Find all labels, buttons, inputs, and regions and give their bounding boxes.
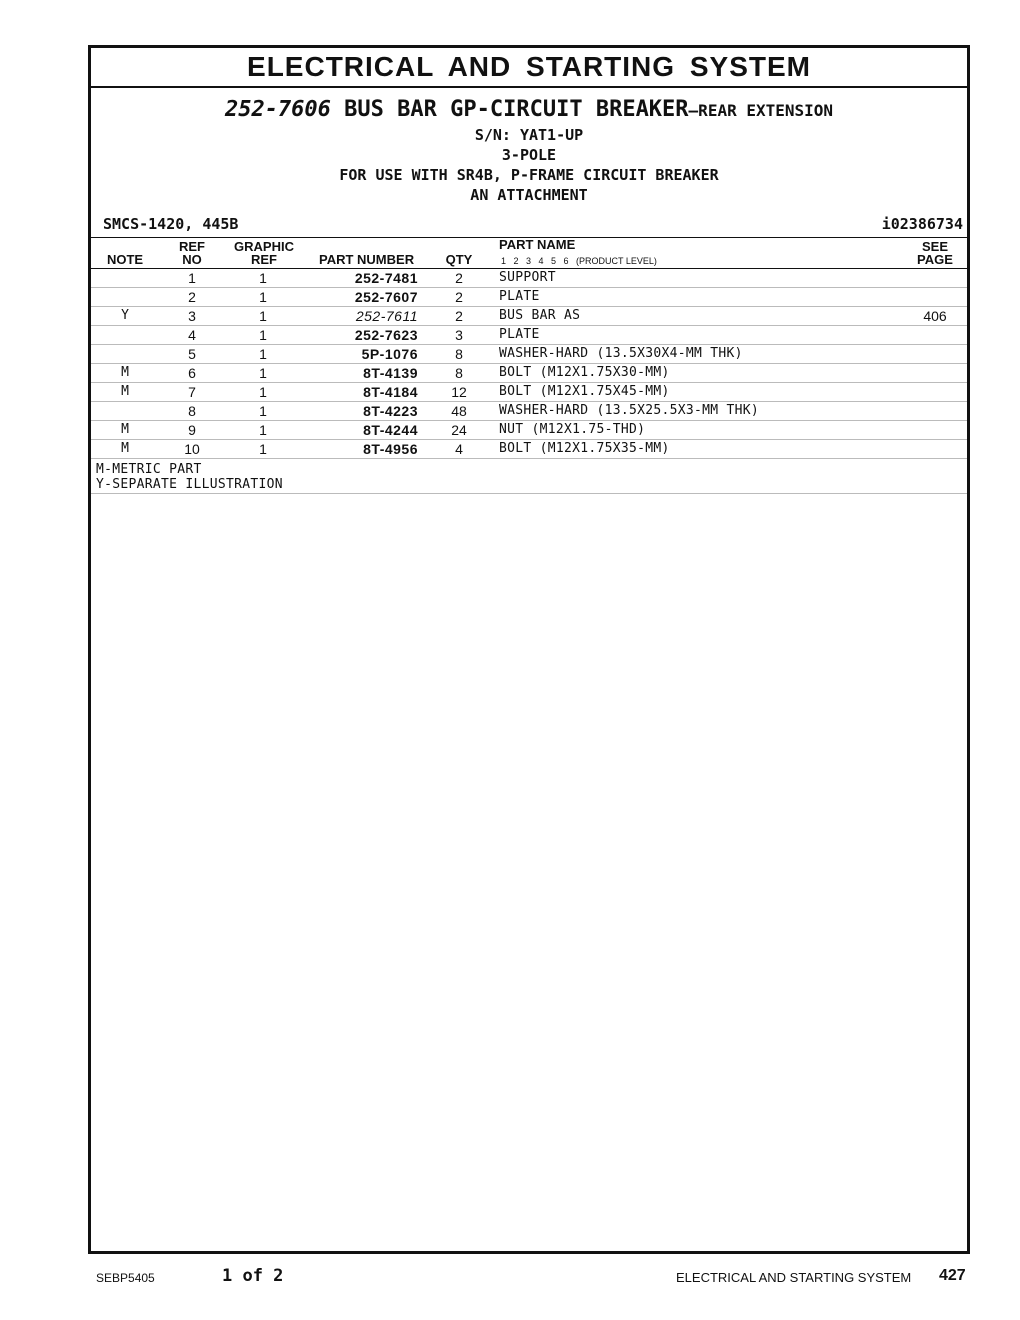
footer-page-of: 1 of 2 [222, 1266, 284, 1286]
row-part-number[interactable]: 252-7623 [354, 327, 418, 343]
row-ref: 5 [188, 346, 196, 362]
row-see-page[interactable]: 406 [923, 308, 947, 324]
page-footer [0, 1266, 1020, 1290]
group-name: BUS BAR GP-CIRCUIT BREAKER [344, 97, 689, 122]
row-part-number[interactable]: 8T-4223 [363, 403, 418, 419]
row-graphic-ref: 1 [259, 365, 267, 381]
table-row [91, 345, 967, 364]
col-graphic-top: GRAPHIC [234, 239, 294, 254]
note-metric: M-METRIC PART [96, 462, 202, 477]
table-row [91, 307, 967, 326]
note-separate-illustration: Y-SEPARATE ILLUSTRATION [96, 477, 283, 492]
row-part-number[interactable]: 8T-4139 [363, 365, 418, 381]
group-line-1: 3-POLE [501, 146, 557, 164]
table-row [91, 269, 967, 288]
row-qty: 3 [455, 327, 463, 343]
row-note: M [121, 441, 129, 456]
row-qty: 8 [455, 365, 463, 381]
row-part-number[interactable]: 252-7607 [354, 289, 418, 305]
row-qty: 2 [455, 270, 463, 286]
col-graphic-bottom: REF [251, 252, 277, 267]
row-ref: 3 [188, 308, 196, 324]
row-ref: 9 [188, 422, 196, 438]
row-qty: 12 [451, 384, 467, 400]
row-part-number[interactable]: 8T-4184 [363, 384, 418, 400]
table-row [91, 364, 967, 383]
section-title: ELECTRICAL AND STARTING SYSTEM [91, 48, 967, 88]
table-row [91, 440, 967, 459]
smcs-row [91, 211, 967, 238]
group-header [91, 96, 967, 205]
row-part-number[interactable]: 8T-4244 [363, 422, 418, 438]
col-ref-bottom: NO [182, 252, 202, 267]
row-part-name: WASHER-HARD (13.5X30X4-MM THK) [499, 346, 743, 361]
serial-range: S/N: YAT1-UP [474, 126, 584, 144]
group-line-2: FOR USE WITH SR4B, P-FRAME CIRCUIT BREAKER [339, 166, 719, 184]
row-graphic-ref: 1 [259, 403, 267, 419]
table-row [91, 421, 967, 440]
row-ref: 10 [184, 441, 200, 457]
row-ref: 8 [188, 403, 196, 419]
page-frame [88, 45, 970, 1254]
smcs-code: SMCS-1420, 445B [103, 215, 239, 233]
col-ref-top: REF [179, 239, 205, 254]
footer-page-number: 427 [939, 1267, 966, 1284]
col-part-number: PART NUMBER [319, 252, 415, 267]
group-line-3: AN ATTACHMENT [470, 186, 588, 204]
row-part-name: WASHER-HARD (13.5X25.5X3-MM THK) [499, 403, 760, 418]
row-note: Y [121, 308, 129, 323]
row-graphic-ref: 1 [259, 289, 267, 305]
col-part-name: PART NAME [499, 237, 576, 252]
row-part-number[interactable]: 252-7611 [355, 308, 418, 324]
row-qty: 2 [455, 308, 463, 324]
row-part-name: BOLT (M12X1.75X30-MM) [499, 365, 670, 380]
notes-legend [91, 459, 967, 494]
parts-table-body [91, 269, 967, 459]
row-qty: 24 [451, 422, 467, 438]
footer-section: ELECTRICAL AND STARTING SYSTEM [676, 1270, 912, 1285]
row-part-name: PLATE [499, 327, 540, 342]
row-ref: 2 [188, 289, 196, 305]
row-part-number[interactable]: 5P-1076 [361, 346, 418, 362]
row-qty: 8 [455, 346, 463, 362]
row-note: M [121, 384, 129, 399]
row-note: M [121, 422, 129, 437]
row-part-name: SUPPORT [499, 270, 556, 285]
row-part-name: BOLT (M12X1.75X45-MM) [499, 384, 670, 399]
illustration-id: i02386734 [881, 215, 963, 233]
row-ref: 7 [188, 384, 196, 400]
footer-doc-code: SEBP5405 [96, 1271, 155, 1285]
group-part-number: 252-7606 [224, 97, 331, 122]
row-ref: 4 [188, 327, 196, 343]
row-part-number[interactable]: 8T-4956 [363, 441, 418, 457]
row-part-number[interactable]: 252-7481 [354, 270, 418, 286]
row-graphic-ref: 1 [259, 384, 267, 400]
row-ref: 1 [188, 270, 196, 286]
col-note: NOTE [106, 252, 144, 267]
row-part-name: PLATE [499, 289, 540, 304]
row-part-name: BOLT (M12X1.75X35-MM) [499, 441, 670, 456]
table-row [91, 326, 967, 345]
col-qty: QTY [445, 252, 473, 267]
row-qty: 4 [455, 441, 463, 457]
row-ref: 6 [188, 365, 196, 381]
row-graphic-ref: 1 [259, 346, 267, 362]
table-row [91, 383, 967, 402]
row-graphic-ref: 1 [259, 441, 267, 457]
table-header [91, 238, 967, 269]
table-row [91, 288, 967, 307]
col-see-top: SEE [921, 239, 948, 254]
row-note: M [121, 365, 129, 380]
table-row [91, 402, 967, 421]
row-graphic-ref: 1 [259, 327, 267, 343]
row-qty: 48 [451, 403, 467, 419]
col-product-levels: 1 2 3 4 5 6 (PRODUCT LEVEL) [501, 256, 657, 266]
group-suffix: —REAR EXTENSION [688, 101, 834, 120]
row-graphic-ref: 1 [259, 422, 267, 438]
group-title [91, 96, 967, 125]
row-graphic-ref: 1 [259, 270, 267, 286]
col-see-bottom: PAGE [917, 252, 953, 267]
row-part-name: NUT (M12X1.75-THD) [499, 422, 646, 437]
row-qty: 2 [455, 289, 463, 305]
row-part-name: BUS BAR AS [499, 308, 581, 323]
row-graphic-ref: 1 [259, 308, 267, 324]
